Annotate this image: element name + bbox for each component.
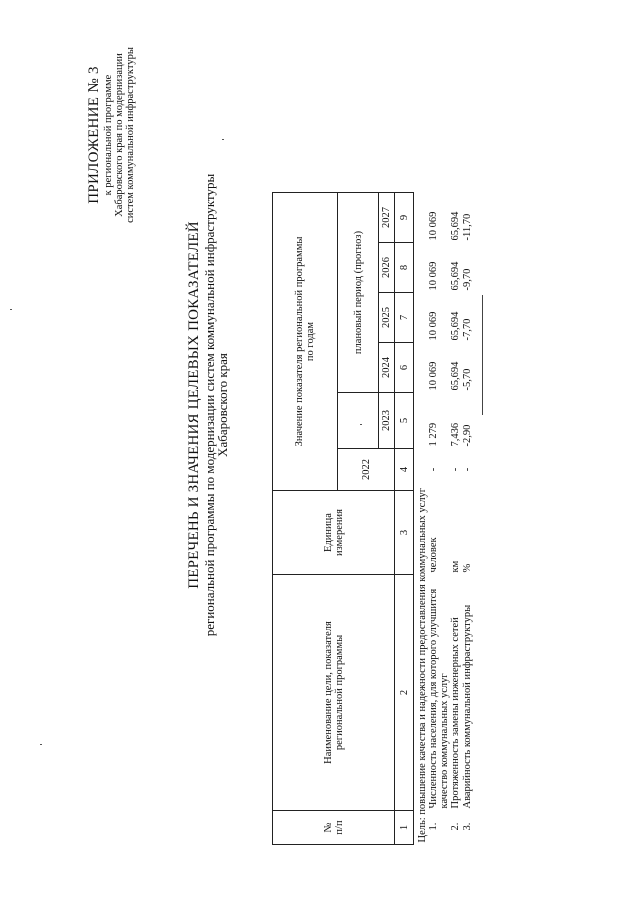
- col-header-2024: 2024: [379, 343, 395, 393]
- col-header-unit: Единица измерения: [273, 491, 395, 575]
- col-header-plan-period: плановый период (прогноз): [338, 193, 379, 393]
- appendix-line-2: Хабаровского края по модернизации: [114, 53, 125, 217]
- document-title: ПЕРЕЧЕНЬ И ЗНАЧЕНИЯ ЦЕЛЕВЫХ ПОКАЗАТЕЛЕЙ: [186, 221, 202, 589]
- scan-speck: [10, 309, 12, 310]
- separator-rule: [482, 295, 483, 415]
- col-header-values: Значение показателя региональной программы по годам: [273, 193, 338, 491]
- goal-row: [414, 193, 429, 845]
- scan-speck: [222, 139, 224, 140]
- col-header-2025: 2025: [379, 293, 395, 343]
- document-subtitle-2: Хабаровского края: [215, 353, 230, 457]
- col-header-2026: 2026: [379, 243, 395, 293]
- title-block: [186, 55, 229, 755]
- table-row: 1. Численность населения, для которого улучшится качество коммунальных услуг человек - 1 279 10 069 10 069 10 069 10 069: [428, 211, 450, 831]
- table-row: 2. Протяженность замены инженерных сетей км - 7,436 65,694 65,694 65,694 65,694: [450, 211, 461, 831]
- document-subtitle-1: региональной программы по модернизации систем коммунальной инфраструктуры: [202, 173, 217, 637]
- col-header-2022: 2022: [338, 449, 395, 491]
- scan-speck: [40, 744, 42, 745]
- col-header-2027: 2027: [379, 193, 395, 243]
- col-header-name: Наименование цели, показателя региональной программы: [273, 575, 395, 811]
- col-header-num: № п/п: [273, 811, 395, 845]
- appendix-line-1: к региональной программе: [103, 74, 114, 196]
- scan-speck: [360, 424, 362, 425]
- column-number-row: 1 2 3 4 5 6 7 8 9: [395, 193, 414, 845]
- indicators-table: [272, 192, 474, 845]
- goal-text: Цель: повышение качества и надежности предоставления коммунальных услуг: [417, 487, 428, 843]
- appendix-title: ПРИЛОЖЕНИЕ № 3: [86, 66, 102, 204]
- appendix-block: [86, 25, 136, 245]
- appendix-line-3: систем коммунальной инфраструктуры: [125, 47, 136, 223]
- col-header-2023: 2023: [379, 393, 395, 449]
- table-row: 3. Аварийность коммунальной инфраструктуры % - -2,90 -5,70 -7,70 -9,70 -11,70: [462, 213, 473, 831]
